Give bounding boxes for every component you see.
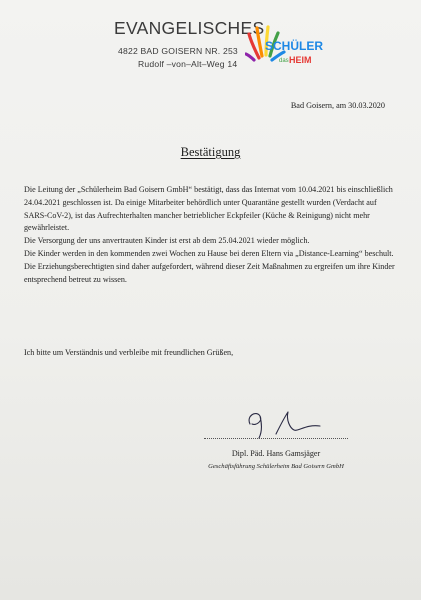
address-line-2: Rudolf –von–Alt–Weg 14	[138, 59, 238, 69]
org-name: EVANGELISCHES	[114, 18, 265, 38]
signer-role: Geschäftsführung Schülerheim Bad Goisern GmbH	[208, 463, 344, 470]
place-date: Bad Goisern, am 30.03.2020	[290, 101, 385, 110]
document-title: Bestätigung	[180, 145, 241, 159]
logo-word-small: das	[279, 58, 289, 64]
logo-word-bottom: HEIM	[289, 55, 312, 65]
logo-word-top: SCHÜLER	[265, 39, 324, 53]
body-paragraph-2: Die Versorgung der uns anvertrauten Kinder ist erst ab dem 25.04.2021 wieder möglich.	[24, 236, 310, 246]
address-line-1: 4822 BAD GOISERN NR. 253	[118, 46, 238, 56]
body-paragraph-3: Die Kinder werden in den kommenden zwei Wochen zu Hause bei deren Eltern via „Distance-Learning“ beschult. Die Erziehungsberechtigten sind daher aufgefordert, während dieser Zeit Maßnahmen zu ergreifen um ihre Kinder entsprechend betreut zu wissen.	[24, 248, 395, 284]
signature-line	[204, 438, 348, 439]
signer-name: Dipl. Päd. Hans Gamsjäger	[231, 449, 321, 458]
schuelerheim-logo	[245, 24, 325, 72]
letter-body	[24, 184, 396, 286]
closing-line: Ich bitte um Verständnis und verbleibe mit freundlichen Grüßen,	[24, 348, 234, 357]
handwritten-signature	[236, 404, 336, 440]
body-paragraph-1: Die Leitung der „Schülerheim Bad Goisern GmbH“ bestätigt, dass das Internat vom 10.04.2021 bis einschließlich 24.04.2021 geschlossen ist. Da einige Mitarbeiter behördlich unter Quarantäne gestellt wurden (Verdacht auf SARS-CoV-2), ist das Aufrechterhalten mancher betrieblicher Eckpfeiler (Küche & Reinigung) nicht mehr gewährleistet.	[24, 185, 393, 233]
